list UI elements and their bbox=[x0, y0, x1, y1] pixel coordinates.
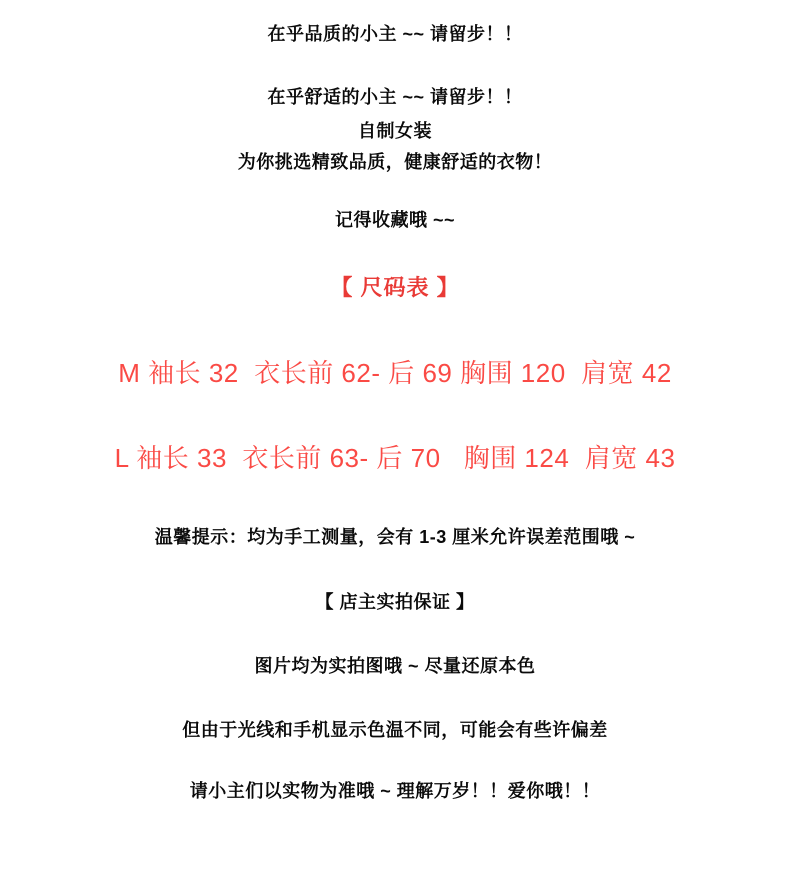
measurement-tip: 温馨提示：均为手工测量，会有 1-3 厘米允许误差范围哦 ~ bbox=[154, 527, 636, 547]
size-chart-title: 【 尺码表 】 bbox=[330, 275, 460, 300]
real-shot-note-2: 但由于光线和手机显示色温不同，可能会有些许偏差 bbox=[182, 720, 608, 740]
brand-line: 自制女装 bbox=[358, 121, 432, 141]
real-shot-note-3: 请小主们以实物为准哦 ~ 理解万岁！！爱你哦！！ bbox=[189, 781, 601, 801]
size-row-m: M 袖长 32 衣长前 62- 后 69 胸围 120 肩宽 42 bbox=[118, 358, 672, 388]
promo-line-comfort: 在乎舒适的小主 ~~ 请留步！！ bbox=[267, 87, 523, 107]
real-shot-note-1: 图片均为实拍图哦 ~ 尽量还原本色 bbox=[254, 656, 536, 676]
favorite-reminder: 记得收藏哦 ~~ bbox=[334, 210, 456, 230]
promo-line-quality: 在乎品质的小主 ~~ 请留步！！ bbox=[267, 24, 523, 44]
real-shot-title: 【 店主实拍保证 】 bbox=[315, 592, 475, 612]
promise-line: 为你挑选精致品质，健康舒适的衣物！ bbox=[237, 152, 553, 172]
size-row-l: L 袖长 33 衣长前 63- 后 70 胸围 124 肩宽 43 bbox=[114, 443, 676, 473]
